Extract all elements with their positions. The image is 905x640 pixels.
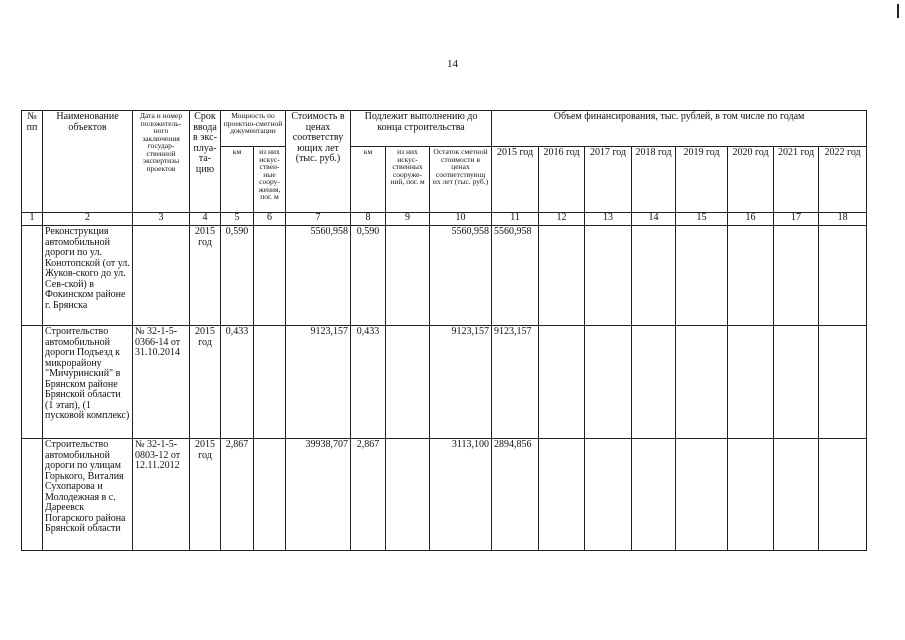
remaining-cost: 5560,958 xyxy=(430,226,492,326)
column-number: 13 xyxy=(585,213,632,226)
funding-2019 xyxy=(676,326,728,439)
funding-2018 xyxy=(632,226,676,326)
row-num xyxy=(22,326,43,439)
funding-2016 xyxy=(539,326,585,439)
funding-2015: 5560,958 xyxy=(492,226,539,326)
header-remaining: Подлежит выполнению до конца строительства xyxy=(351,111,492,147)
page-number: 14 xyxy=(447,58,458,70)
header-name: Наименование объектов xyxy=(43,111,133,213)
funding-2022 xyxy=(819,439,867,551)
remaining-km: 0,433 xyxy=(351,326,386,439)
object-name: Реконструкция автомобильной дороги по ул. Конотопской (от ул. Жуков-ского до ул. Сев-ской) в Фокинском районе г. Брянска xyxy=(43,226,133,326)
header-year: 2020 год xyxy=(728,147,774,213)
column-number: 6 xyxy=(254,213,286,226)
column-number: 17 xyxy=(774,213,819,226)
column-number: 12 xyxy=(539,213,585,226)
table-row xyxy=(22,326,867,439)
funding-2016 xyxy=(539,226,585,326)
column-number: 7 xyxy=(286,213,351,226)
column-number: 11 xyxy=(492,213,539,226)
capacity-struct xyxy=(254,226,286,326)
remaining-km: 2,867 xyxy=(351,439,386,551)
expertise-ref: № 32-1-5-0803-12 от 12.11.2012 xyxy=(133,439,190,551)
table-row xyxy=(22,226,867,326)
header-cost: Стоимость в ценах соответству ющих лет (тыс. руб.) xyxy=(286,111,351,213)
funding-2018 xyxy=(632,326,676,439)
column-number: 10 xyxy=(430,213,492,226)
column-number: 4 xyxy=(190,213,221,226)
capacity-km: 0,433 xyxy=(221,326,254,439)
funding-2022 xyxy=(819,226,867,326)
financing-table xyxy=(21,110,867,551)
header-capacity-struct: из них искус-ствен-ные соору-жения, пог. м xyxy=(254,147,286,213)
header-remaining-cost: Остаток сметной стоимости в ценах соответствующ их лет (тыс. руб.) xyxy=(430,147,492,213)
cost-value: 39938,707 xyxy=(286,439,351,551)
header-capacity: Мощность по проектно-сметной документации xyxy=(221,111,286,147)
header-year: 2019 год xyxy=(676,147,728,213)
column-number: 18 xyxy=(819,213,867,226)
column-number: 3 xyxy=(133,213,190,226)
commission-term: 2015 год xyxy=(190,326,221,439)
funding-2019 xyxy=(676,439,728,551)
header-year: 2021 год xyxy=(774,147,819,213)
column-number: 2 xyxy=(43,213,133,226)
object-name: Строительство автомобильной дороги Подъезд к микрорайону "Мичуринский" в Брянском районе Брянской области (1 этап), (1 пусковой комплекс) xyxy=(43,326,133,439)
expertise-ref: № 32-1-5-0366-14 от 31.10.2014 xyxy=(133,326,190,439)
remaining-km: 0,590 xyxy=(351,226,386,326)
object-name: Строительство автомобильной дороги по улицам Горького, Виталия Сухопарова и Молодежная в с. Дареевск Погарского района Брянской области xyxy=(43,439,133,551)
commission-term: 2015 год xyxy=(190,226,221,326)
capacity-struct xyxy=(254,439,286,551)
capacity-km: 2,867 xyxy=(221,439,254,551)
column-number: 14 xyxy=(632,213,676,226)
header-year: 2018 год xyxy=(632,147,676,213)
column-number: 1 xyxy=(22,213,43,226)
header-remaining-km: км xyxy=(351,147,386,213)
scan-mark xyxy=(897,4,899,18)
header-remaining-struct: из них искус-ственных сооруже-ний, пог. м xyxy=(386,147,430,213)
column-number: 8 xyxy=(351,213,386,226)
header-year: 2017 год xyxy=(585,147,632,213)
cost-value: 5560,958 xyxy=(286,226,351,326)
commission-term: 2015 год xyxy=(190,439,221,551)
funding-2020 xyxy=(728,439,774,551)
column-number: 16 xyxy=(728,213,774,226)
capacity-km: 0,590 xyxy=(221,226,254,326)
row-num xyxy=(22,439,43,551)
remaining-struct xyxy=(386,226,430,326)
funding-2020 xyxy=(728,226,774,326)
funding-2017 xyxy=(585,326,632,439)
table-row xyxy=(22,439,867,551)
funding-2021 xyxy=(774,326,819,439)
funding-2015: 9123,157 xyxy=(492,326,539,439)
expertise-ref xyxy=(133,226,190,326)
remaining-struct xyxy=(386,326,430,439)
header-year: 2015 год xyxy=(492,147,539,213)
header-num: № пп xyxy=(22,111,43,213)
funding-2016 xyxy=(539,439,585,551)
funding-2021 xyxy=(774,226,819,326)
header-term: Срок ввода в экс-плуа-та-цию xyxy=(190,111,221,213)
column-number: 9 xyxy=(386,213,430,226)
capacity-struct xyxy=(254,326,286,439)
funding-2020 xyxy=(728,326,774,439)
funding-2022 xyxy=(819,326,867,439)
header-year: 2016 год xyxy=(539,147,585,213)
funding-2019 xyxy=(676,226,728,326)
header-capacity-km: км xyxy=(221,147,254,213)
funding-2018 xyxy=(632,439,676,551)
funding-2015: 2894,856 xyxy=(492,439,539,551)
column-number: 5 xyxy=(221,213,254,226)
funding-2017 xyxy=(585,439,632,551)
remaining-struct xyxy=(386,439,430,551)
header-funding: Объем финансирования, тыс. рублей, в том числе по годам xyxy=(492,111,867,147)
header-expertise: Дата и номер положитель-ного заключения государ-ственной экспертизы проектов xyxy=(133,111,190,213)
column-number: 15 xyxy=(676,213,728,226)
remaining-cost: 9123,157 xyxy=(430,326,492,439)
funding-2017 xyxy=(585,226,632,326)
column-numbers-row xyxy=(22,213,867,226)
cost-value: 9123,157 xyxy=(286,326,351,439)
funding-2021 xyxy=(774,439,819,551)
header-year: 2022 год xyxy=(819,147,867,213)
remaining-cost: 3113,100 xyxy=(430,439,492,551)
row-num xyxy=(22,226,43,326)
